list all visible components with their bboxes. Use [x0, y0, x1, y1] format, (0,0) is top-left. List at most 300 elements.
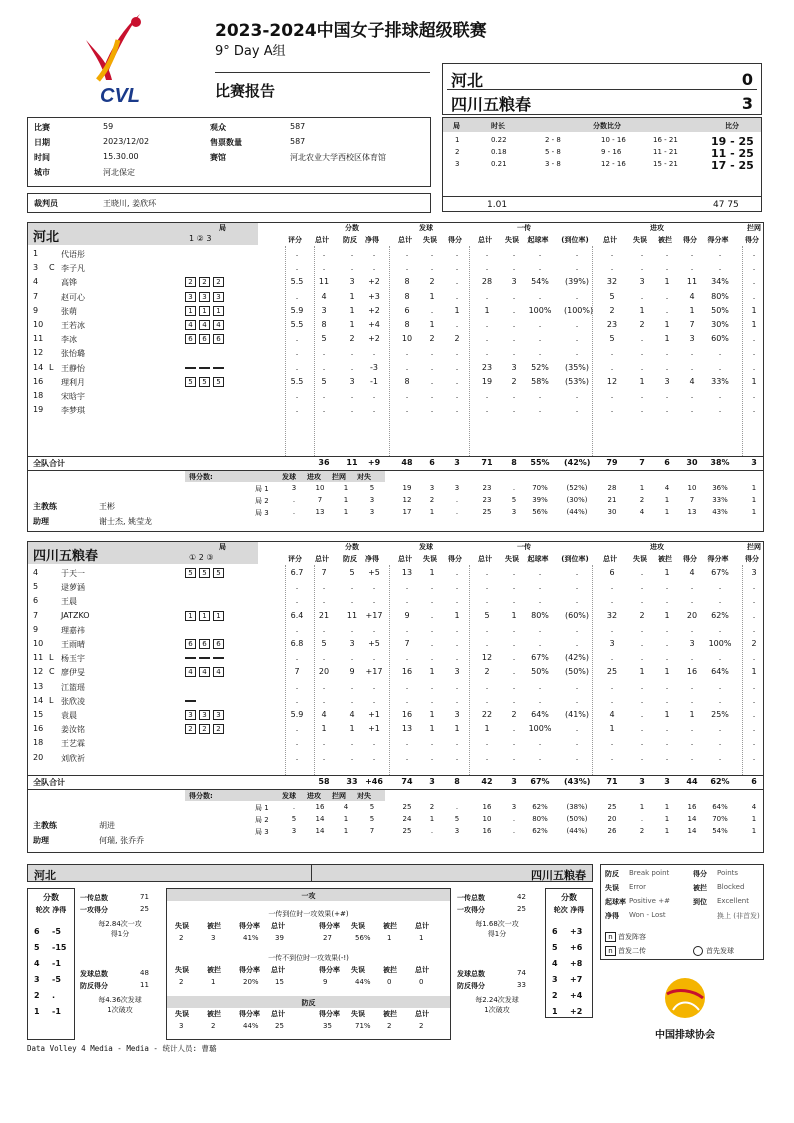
sideout-cell: 27: [323, 934, 332, 942]
player-role: L: [49, 653, 54, 663]
legend-key: 净得: [605, 912, 619, 920]
total-cell: (43%): [564, 777, 591, 786]
legend-value: Positive +#: [629, 897, 670, 905]
legend-key: 失误: [605, 884, 619, 892]
sideout-cell: 15: [275, 978, 284, 986]
rotation: 5: [552, 943, 558, 952]
player-number: 6: [33, 596, 39, 606]
stat-cell: .: [640, 695, 644, 705]
stat-cell: 21: [318, 610, 330, 620]
stat-cell: .: [538, 624, 542, 634]
set-row: 2 0.18 5 - 8 9 - 16 11 - 21 11 - 25: [455, 147, 754, 160]
zone-box: 3: [185, 292, 196, 302]
stat-cell: 2: [751, 639, 757, 648]
stat-cell: 7: [294, 667, 300, 677]
player-number: 11: [33, 334, 44, 344]
set-stat: 7: [689, 496, 695, 504]
sideout-cell: 2: [179, 934, 184, 942]
zone-box: 2: [199, 277, 210, 287]
stat-cell: 1: [639, 376, 645, 386]
stat-cell: 6: [609, 568, 615, 577]
player-name: JATZKO: [61, 610, 90, 620]
stat-cell: 1: [664, 320, 670, 329]
zone-box: 5: [199, 568, 210, 578]
stat-cell: .: [575, 263, 579, 273]
zone-box: 5: [213, 568, 224, 578]
stat-cell: 3: [689, 334, 695, 344]
zone-box: 1: [185, 306, 196, 316]
stat-cell: .: [538, 738, 542, 748]
zone-box: 4: [199, 667, 210, 677]
stat-cell: .: [538, 263, 542, 273]
set-stat: .: [292, 508, 296, 516]
stat-cell: .: [322, 348, 326, 358]
rotation-net: -5: [52, 927, 61, 936]
stat-cell: .: [430, 263, 434, 273]
stat-cell: 100%: [528, 724, 552, 734]
set-stat: 1: [751, 496, 757, 504]
player-number: 9: [33, 624, 39, 634]
stat-cell: 80%: [531, 610, 549, 620]
stat-cell: 3: [454, 710, 460, 719]
zone-box: 1: [213, 306, 224, 316]
stat-cell: .: [455, 639, 459, 648]
set-row: 1 0.22 2 - 8 10 - 16 16 - 21 19 - 25: [455, 135, 754, 148]
sideout-cell: 3: [179, 1022, 184, 1030]
stat-cell: .: [718, 391, 722, 400]
sideout-cell: 44%: [243, 1022, 259, 1030]
stat-cell: .: [322, 249, 326, 258]
total-cell: 44: [686, 777, 698, 786]
player-number: 15: [33, 710, 44, 719]
report-label: 比赛报告: [215, 82, 276, 100]
stat-cell: .: [718, 681, 722, 691]
total-cell: 33: [346, 777, 358, 786]
stat-cell: 3: [689, 639, 695, 648]
stat-cell: 3: [321, 305, 327, 315]
total-cell: +9: [367, 458, 381, 467]
set-stat: 62%: [532, 827, 548, 835]
legend-value: Blocked: [717, 883, 745, 891]
set-stat: 64%: [712, 803, 728, 811]
stat-cell: 11: [318, 277, 330, 287]
stat-cell: .: [455, 752, 459, 762]
total-cell: 38%: [710, 458, 730, 467]
stat-cell: .: [485, 405, 489, 415]
stat-cell: .: [295, 596, 299, 606]
set-stat: 5: [369, 484, 375, 492]
set-stat: 5: [369, 815, 375, 823]
stat-cell: .: [455, 681, 459, 691]
stat-cell: .: [405, 582, 409, 592]
sub-marker: [185, 657, 196, 659]
stat-cell: .: [665, 653, 669, 663]
stat-cell: .: [405, 624, 409, 634]
total-cell: 30: [686, 458, 698, 467]
stat-cell: .: [610, 263, 614, 273]
stat-cell: 4: [321, 291, 327, 301]
rotation: 3: [34, 975, 40, 984]
total-cell: 3: [429, 777, 435, 786]
stat-cell: +17: [365, 610, 383, 620]
stat-cell: 16: [686, 667, 698, 677]
sub-marker: [185, 700, 196, 702]
sideout-cell: 20%: [243, 978, 259, 986]
set-stat: .: [640, 815, 644, 823]
stat-cell: .: [690, 681, 694, 691]
stat-cell: .: [718, 249, 722, 258]
set-stat: 3: [429, 484, 435, 492]
set-row: 3 0.21 3 - 8 12 - 16 15 - 21 17 - 25: [455, 159, 754, 172]
player-role: C: [49, 263, 55, 273]
coach-label: 主教练: [33, 821, 57, 830]
player-number: 4: [33, 277, 39, 287]
set-stat: 13: [687, 508, 697, 516]
player-name: 张怡璐: [61, 349, 85, 359]
sideout-cell: 71%: [355, 1022, 371, 1030]
set-stat: 1: [664, 508, 670, 516]
stat-cell: 5.5: [290, 376, 304, 386]
stat-cell: .: [718, 653, 722, 663]
stat-cell: .: [405, 249, 409, 258]
stat-cell: 1: [429, 320, 435, 329]
set-stat: 43%: [712, 508, 728, 516]
stat-cell: .: [752, 405, 756, 415]
assistant-label: 助理: [33, 517, 49, 526]
total-cell: 79: [606, 458, 618, 467]
cvl-logo: [78, 10, 158, 105]
total-points: 47 75: [713, 200, 739, 210]
stat-cell: .: [455, 582, 459, 592]
stat-cell: .: [485, 348, 489, 358]
stat-cell: .: [538, 391, 542, 400]
stat-cell: 4: [349, 710, 355, 719]
sideout-cell: 9: [323, 978, 328, 986]
total-cell: 55%: [530, 458, 550, 467]
stat-cell: .: [538, 568, 542, 577]
stat-cell: 2: [349, 334, 355, 344]
stat-cell: .: [455, 362, 459, 372]
set-stat: 1: [751, 484, 757, 492]
assistant-names: 谢士杰, 姚莹龙: [99, 517, 153, 526]
stat-cell: .: [718, 348, 722, 358]
stat-cell: .: [430, 405, 434, 415]
rotation-net: -1: [52, 1007, 61, 1016]
bottom-team-bar: 河北 四川五粮春: [27, 864, 593, 882]
sideout-cell: 56%: [355, 934, 371, 942]
stat-cell: .: [640, 653, 644, 663]
player-name: 张萌: [61, 306, 77, 316]
stat-cell: .: [640, 724, 644, 734]
stat-cell: .: [718, 582, 722, 592]
stat-cell: .: [690, 752, 694, 762]
stat-cell: 2: [639, 610, 645, 620]
stat-cell: 50%: [531, 667, 549, 677]
rotation-net: +3: [570, 927, 583, 936]
stat-cell: .: [538, 291, 542, 301]
match-info: 比赛 59 日期 2023/12/02 时间 15.30.00 城市 河北保定 观众 587 售票数量 587 赛馆 河北农业大学西校区体育馆: [27, 117, 431, 187]
zone-box: 6: [213, 639, 224, 649]
total-cell: 6: [429, 458, 435, 467]
stat-cell: .: [752, 681, 756, 691]
stat-cell: .: [455, 738, 459, 748]
set-label: 局 3: [255, 509, 269, 517]
set-stat: 17: [402, 508, 412, 516]
stat-cell: .: [610, 738, 614, 748]
stat-cell: .: [538, 639, 542, 648]
stat-cell: .: [405, 681, 409, 691]
team2-name: 四川五粮春: [451, 95, 532, 114]
set-stat: 1: [343, 496, 349, 504]
stat-cell: .: [455, 320, 459, 329]
stat-cell: .: [512, 263, 516, 273]
stat-cell: 5: [609, 291, 615, 301]
set-stat: 1: [343, 815, 349, 823]
stat-cell: .: [538, 752, 542, 762]
stat-cell: 8: [321, 320, 327, 329]
stat-cell: 3: [349, 277, 355, 287]
stat-cell: .: [575, 291, 579, 301]
stat-cell: +17: [365, 667, 383, 677]
zone-box: 4: [185, 667, 196, 677]
set-stat: 23: [482, 484, 492, 492]
stat-cell: .: [430, 610, 434, 620]
stat-cell: .: [350, 263, 354, 273]
stat-cell: 1: [751, 667, 757, 677]
stat-cell: .: [372, 738, 376, 748]
set-stat: 36%: [712, 484, 728, 492]
player-name: 姜汝铭: [61, 725, 85, 735]
stat-cell: .: [640, 249, 644, 258]
stat-cell: .: [322, 263, 326, 273]
rotation-net: -15: [52, 943, 67, 952]
set-stat: 2: [639, 496, 645, 504]
stat-cell: .: [718, 362, 722, 372]
zone-box: 2: [213, 277, 224, 287]
player-number: 11: [33, 653, 44, 663]
stat-cell: .: [485, 695, 489, 705]
stat-cell: .: [512, 752, 516, 762]
zone-box: 6: [213, 334, 224, 344]
stat-cell: 5: [321, 639, 327, 648]
team1-name: 河北: [451, 71, 484, 90]
player-name: 王艺霖: [61, 739, 85, 749]
stat-cell: .: [610, 582, 614, 592]
stat-cell: .: [350, 362, 354, 372]
stat-cell: .: [485, 568, 489, 577]
stat-cell: 1: [429, 667, 435, 677]
stat-cell: .: [640, 391, 644, 400]
stat-cell: .: [485, 320, 489, 329]
stat-cell: .: [610, 596, 614, 606]
set-stat: .: [455, 803, 459, 811]
sub-marker: [213, 657, 224, 659]
stat-cell: .: [752, 348, 756, 358]
stat-cell: .: [485, 249, 489, 258]
team-name: 河北: [33, 230, 60, 245]
stat-cell: 5.5: [290, 277, 304, 287]
rotation-net: .: [52, 991, 56, 1000]
stat-cell: .: [295, 334, 299, 344]
sideout-cell: 1: [419, 934, 424, 942]
stat-cell: .: [665, 362, 669, 372]
set-stat: 56%: [532, 508, 548, 516]
player-name: 王静怡: [61, 363, 85, 373]
stat-cell: 9: [349, 667, 355, 677]
stat-cell: .: [485, 738, 489, 748]
stat-cell: .: [718, 752, 722, 762]
rotation-net: +4: [570, 991, 583, 1000]
total-cell: 71: [606, 777, 618, 786]
stat-cell: .: [455, 391, 459, 400]
stat-cell: .: [455, 376, 459, 386]
stat-cell: .: [718, 738, 722, 748]
stat-cell: 1: [321, 724, 327, 734]
set-stat: .: [512, 815, 516, 823]
stat-cell: 60%: [711, 334, 729, 344]
set-stat: 2: [429, 496, 435, 504]
stat-cell: .: [485, 291, 489, 301]
stat-cell: .: [665, 624, 669, 634]
stat-cell: 11: [686, 277, 698, 287]
stat-cell: .: [295, 405, 299, 415]
set-label: 局 2: [255, 497, 269, 505]
stat-cell: 1: [454, 724, 460, 734]
stat-cell: .: [575, 624, 579, 634]
stat-cell: .: [295, 738, 299, 748]
stat-cell: 6: [404, 305, 410, 315]
player-number: 16: [33, 376, 44, 386]
day-label: 9° Day A组: [215, 44, 286, 59]
stat-cell: 2: [511, 376, 517, 386]
stat-cell: 3: [511, 277, 517, 287]
stat-cell: .: [455, 263, 459, 273]
set-stat: 26: [607, 827, 617, 835]
stat-cell: .: [665, 681, 669, 691]
set-stat: 1: [429, 815, 435, 823]
stat-cell: .: [610, 752, 614, 762]
stat-cell: 1: [429, 291, 435, 301]
assistant-names: 何瑞, 张乔乔: [99, 836, 145, 845]
stat-cell: .: [512, 391, 516, 400]
stat-cell: 16: [401, 667, 413, 677]
legend-value: 换上 (非首发): [717, 912, 760, 920]
stat-cell: .: [350, 348, 354, 358]
competition-title: 2023-2024中国女子排球超级联赛: [215, 21, 487, 41]
set-stat: 70%: [712, 815, 728, 823]
stat-cell: 6.4: [290, 610, 304, 620]
sideout-cell: 2: [387, 1022, 392, 1030]
stat-cell: .: [610, 405, 614, 415]
stat-cell: .: [372, 681, 376, 691]
zone-box: 5: [185, 568, 196, 578]
stat-cell: .: [350, 391, 354, 400]
zone-box: 3: [213, 292, 224, 302]
stat-cell: .: [405, 752, 409, 762]
set-stat: 13: [315, 508, 325, 516]
stat-cell: .: [665, 752, 669, 762]
stat-cell: .: [538, 582, 542, 592]
zone-box: 1: [199, 611, 210, 621]
stat-cell: +5: [368, 639, 380, 648]
stat-cell: .: [322, 695, 326, 705]
stat-cell: 2: [454, 334, 460, 344]
total-cell: 3: [664, 777, 670, 786]
stat-cell: 2: [429, 334, 435, 344]
set-stat: .: [292, 803, 296, 811]
stat-cell: .: [430, 348, 434, 358]
rotation-net: +2: [570, 1007, 583, 1016]
player-number: 4: [33, 568, 39, 577]
legend-key: 起球率: [605, 898, 626, 906]
zone-box: 5: [199, 377, 210, 387]
stat-cell: 32: [606, 277, 618, 287]
set-score: 11 - 25: [711, 147, 754, 160]
stat-cell: .: [575, 752, 579, 762]
legend-key: 防反: [605, 870, 619, 878]
stat-cell: .: [322, 391, 326, 400]
stat-cell: .: [575, 724, 579, 734]
stat-cell: .: [512, 596, 516, 606]
set-label: 局 3: [255, 828, 269, 836]
stat-cell: 8: [404, 320, 410, 329]
zone-box: 2: [185, 724, 196, 734]
sideout-cell: 2: [179, 978, 184, 986]
rotation: 3: [552, 975, 558, 984]
set-marks: 1 ② 3: [189, 234, 212, 243]
stat-cell: .: [322, 681, 326, 691]
stat-cell: 1: [664, 710, 670, 719]
stat-cell: 1: [484, 724, 490, 734]
player-number: 20: [33, 752, 44, 762]
sideout-cell: 1: [387, 934, 392, 942]
stat-cell: 30%: [711, 320, 729, 329]
stat-cell: .: [372, 582, 376, 592]
sideout-cell: 0: [419, 978, 424, 986]
legend-value: Points: [717, 869, 739, 877]
stat-cell: 34%: [711, 277, 729, 287]
stat-cell: .: [485, 681, 489, 691]
set-stat: (50%): [566, 815, 588, 823]
stat-cell: 5: [484, 610, 490, 620]
stat-cell: 1: [751, 376, 757, 386]
set-stat: 39%: [532, 496, 548, 504]
stat-cell: .: [690, 624, 694, 634]
stat-cell: .: [405, 653, 409, 663]
rotation: 4: [34, 959, 40, 968]
stat-cell: .: [430, 376, 434, 386]
stat-cell: .: [752, 263, 756, 273]
stat-cell: 1: [664, 610, 670, 620]
stat-cell: 1: [664, 277, 670, 287]
stat-cell: .: [512, 639, 516, 648]
stat-cell: .: [485, 263, 489, 273]
stat-cell: .: [640, 568, 644, 577]
player-name: 赵可心: [61, 292, 85, 302]
stat-cell: 2: [609, 305, 615, 315]
score-box: [442, 63, 762, 115]
player-number: 7: [33, 610, 39, 620]
player-role: L: [49, 362, 54, 372]
rotation: 2: [552, 991, 558, 1000]
stat-cell: .: [430, 752, 434, 762]
stat-cell: .: [430, 624, 434, 634]
legend-box: 防反 Break point 得分 Points 失误 Error 被拦 Blocked 起球率 Positive +# 到位 Excellent 净得 Won - Lost 换上 (非首发) n 首发阵容 n 首发二传 首先发球: [600, 864, 764, 960]
player-name: 廖伊旻: [61, 668, 85, 678]
total-cell: 3: [511, 777, 517, 786]
zone-box: 4: [213, 667, 224, 677]
stat-cell: .: [485, 596, 489, 606]
